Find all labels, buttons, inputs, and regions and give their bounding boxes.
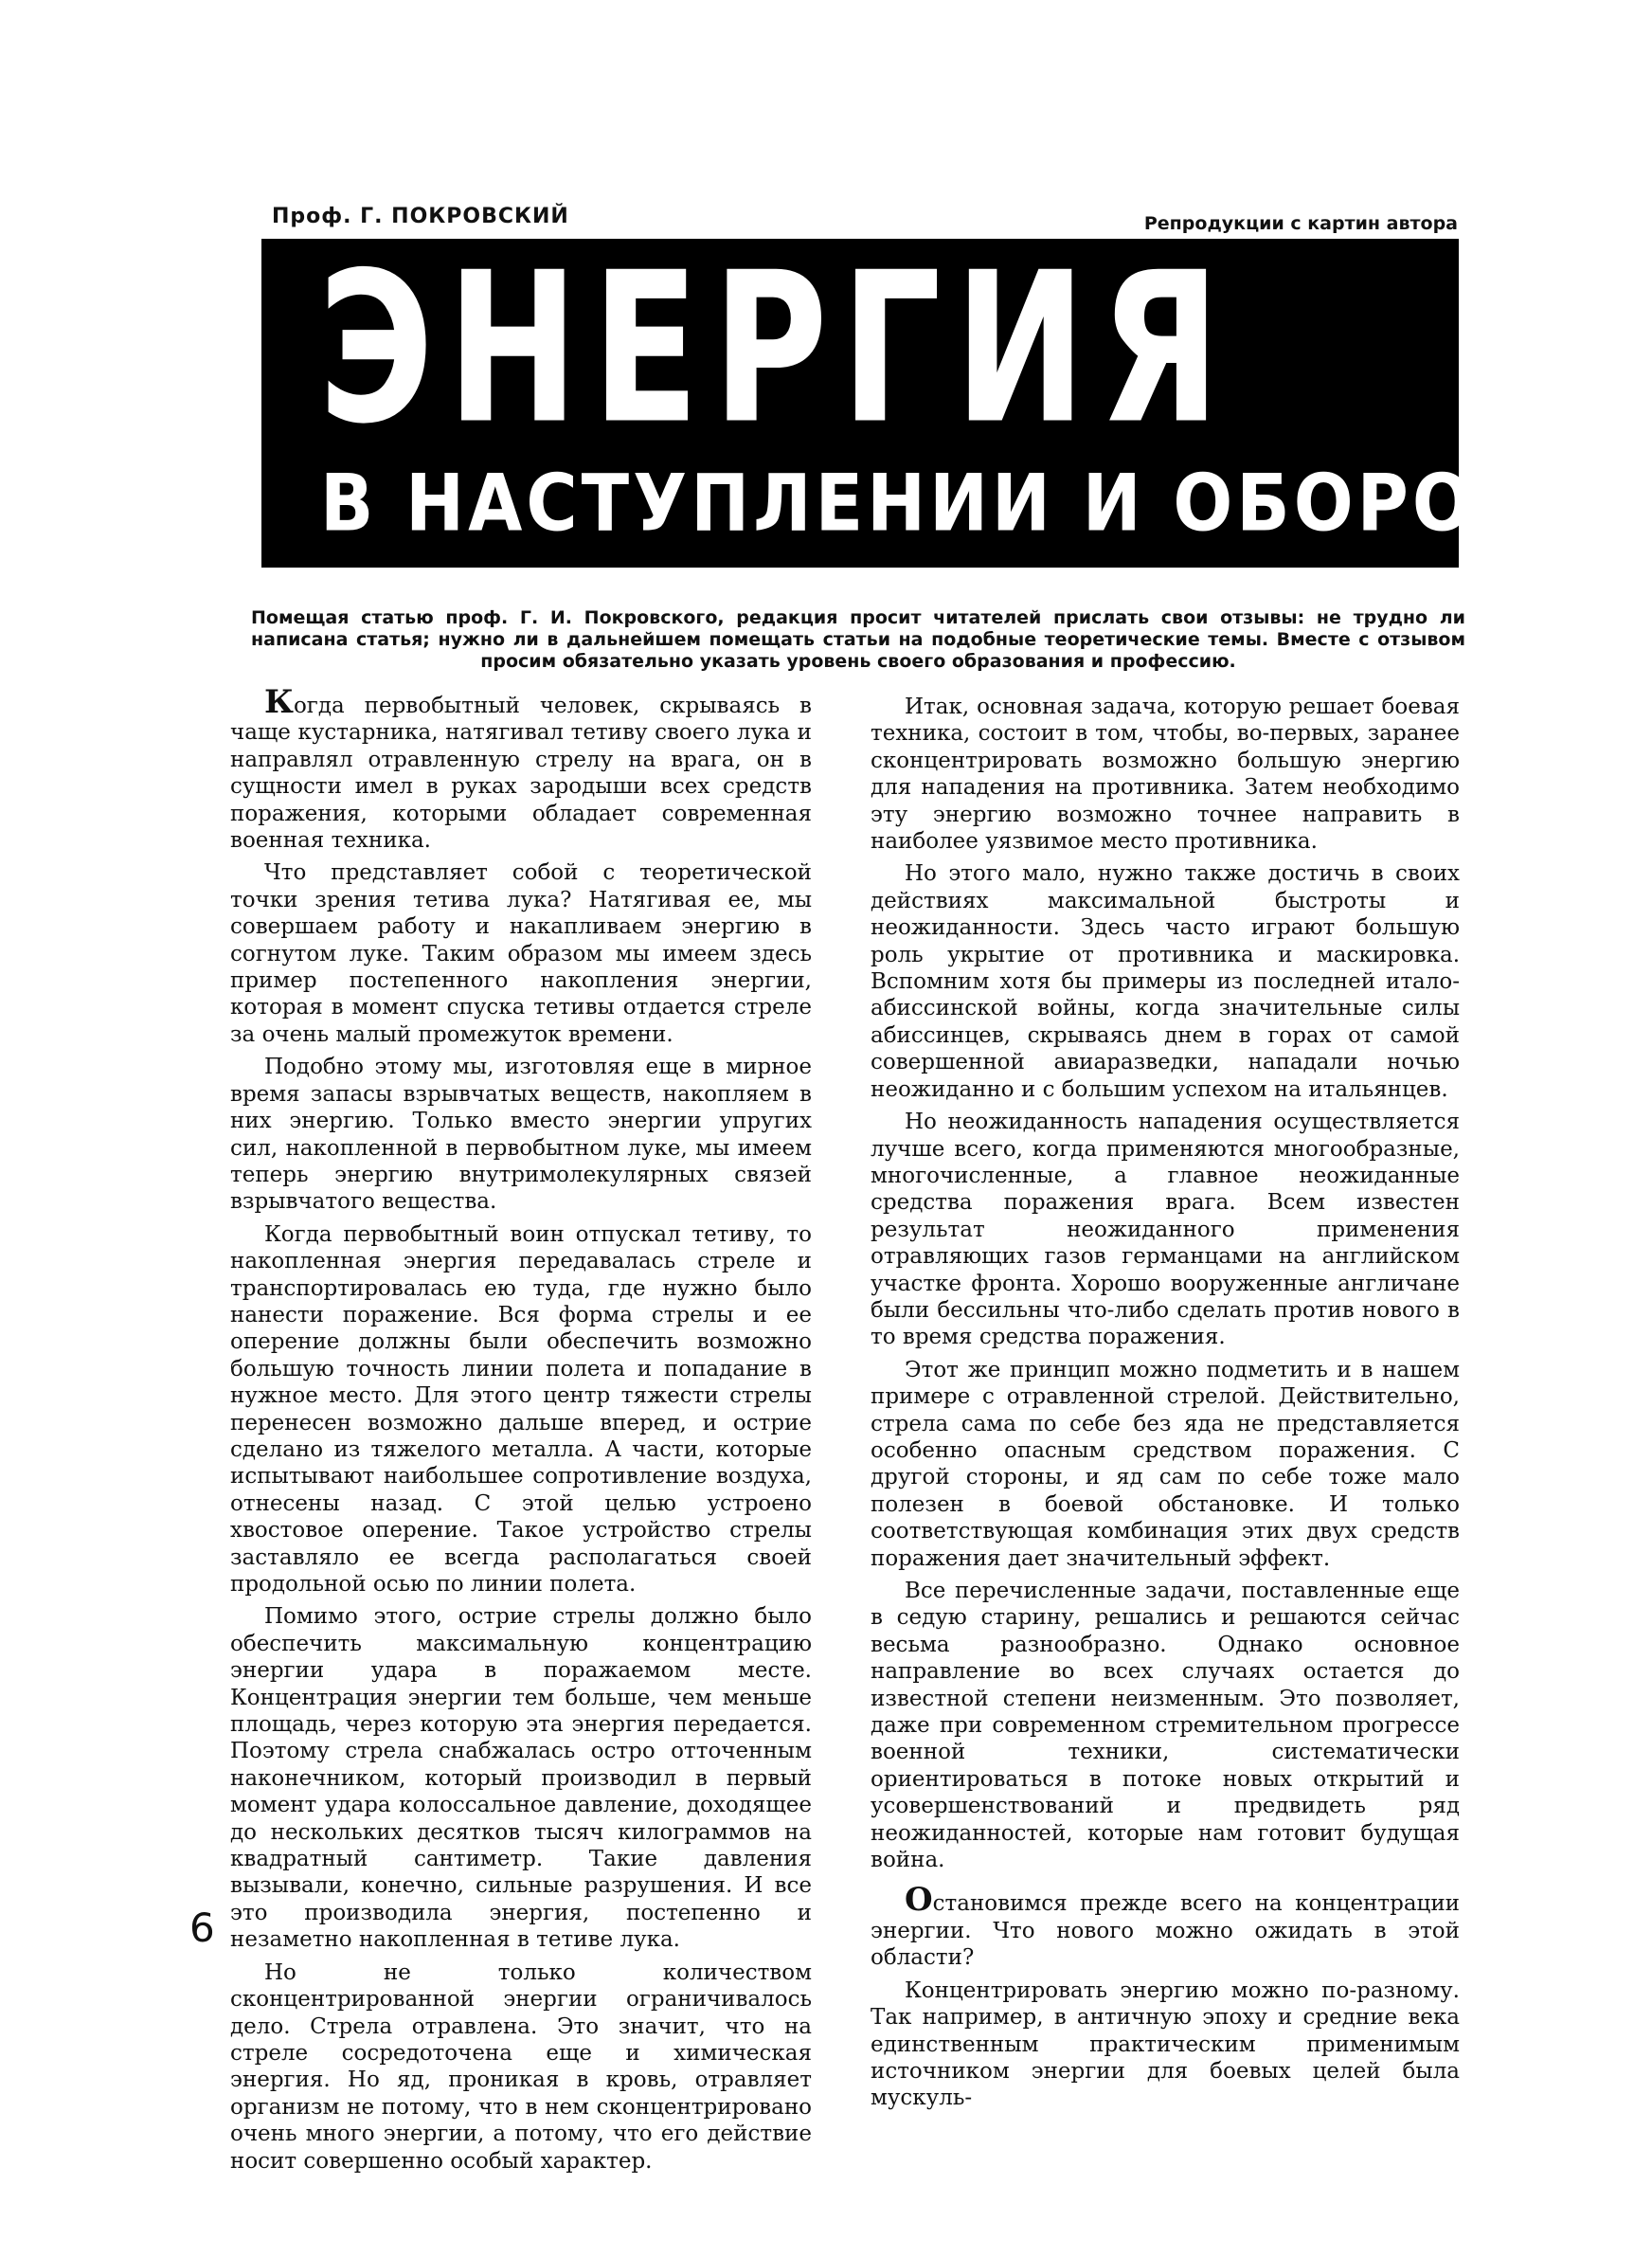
initial-letter: О — [905, 1881, 933, 1920]
paragraph: Когда первобытный воин отпускал тетиву, то накопленная энергия передавалась стреле и транспортировалась ею туда, где нужно было нанести поражение. Вся форма стрелы и ее оперение должны были обеспечить возможно большую точность линии полета и попадание в нужное место. Для этого центр тяжести стрелы перенесен возможно дальше вперед, и острие сделано из тяжелого металла. А части, которые испытывают наибольшее сопротивление воздуха, отнесены назад. С этой целью устроено хвостовое оперение. Такое устройство стрелы заставляло ее всегда располагаться своей продольной осью по линии полета. — [230, 1221, 812, 1597]
paragraph: Итак, основная задача, которую решает боевая техника, состоит в том, чтобы, во-первых, заранее сконцентрировать возможно большую энергию для нападения на противника. Затем необходимо эту энергию возможно точнее направить в наиболее уязвимое место противника. — [871, 695, 1460, 855]
right-column — [871, 694, 1460, 2118]
illustration-credit: Репродукции с картин автора — [1143, 213, 1458, 234]
paragraph: Этот же принцип можно подметить и в нашем примере с отравленной стрелой. Действительно, стрела сама по себе без яда не представляется особенно опасным средством поражения. С другой стороны, и яд сам по себе тоже мало полезен в боевой обстановке. И только соответствующая комбинация этих двух средств поражения дает значительный эффект. — [871, 1357, 1460, 1571]
paragraph: Но этого мало, нужно также достичь в своих действиях максимальной быстроты и неожиданности. Здесь часто играют большую роль укрытие от противника и маскировка. Вспомним хотя бы примеры из последней итало-абиссинской войны, когда значительные силы абиссинцев, скрываясь днем в горах от самой совершенной авиаразведки, нападали ночью неожиданно и с большим успехом на итальянцев. — [871, 861, 1460, 1102]
paragraph-text: огда первобытный человек, скрываясь в чаще кустарника, натягивал тетиву своего лука и направлял отравленную стрелу на врага, он в сущности имел в руках зародыши всех средств поражения, которыми обладает современная военная техника. — [230, 694, 812, 854]
headline: ЭНЕРГИЯ — [318, 228, 1234, 471]
author-byline: Проф. Г. ПОКРОВСКИЙ — [272, 205, 569, 228]
subheadline: В НАСТУПЛЕНИИ И ОБОРОНЕ — [320, 458, 1590, 550]
paragraph: Все перечисленные задачи, поставленные еще в седую старину, решались и решаются сейчас весьма разнообразно. Однако основное направление во всех случаях остается до известной степени неизменным. Это позволяет, даже при современном стремительном прогрессе военной техники, систематически ориентироваться в потоке новых открытий и усовершенствований и предвидеть ряд неожиданностей, которые нам готовит будущая война. — [871, 1579, 1460, 1873]
section-paragraph — [871, 1881, 1460, 1971]
paragraph: Но неожиданность нападения осуществляется лучше всего, когда применяются многообразные, многочисленные, а главное неожиданные средства поражения врага. Всем известен результат неожиданного применения отравляющих газов германцами на английском участке фронта. Хорошо вооруженные англичане были бессильны что-либо сделать против нового в то время средства поражения. — [871, 1110, 1460, 1350]
paragraph: Что представляет собой с теоретической точки зрения тетива лука? Натягивая ее, мы совершаем работу и накапливаем энергию в согнутом луке. Таким образом мы имеем здесь пример постепенного накопления энергии, которая в момент спуска тетивы отдается стреле за очень малый промежуток времени. — [230, 860, 812, 1047]
editorial-note: Помещая статью проф. Г. И. Покровского, редакция просит читателей прислать свои отзывы: не трудно ли написана статья; нужно ли в дальнейшем помещать статьи на подобные теоретические темы. Вместе с отзывом просим обязательно указать уровень своего образования и профессию. — [251, 607, 1465, 672]
paragraph: Но не только количеством сконцентрированной энергии ограничивалось дело. Стрела отравлена. Это значит, что на стреле сосредоточена еще и химическая энергия. Но яд, проникая в кровь, отравляет организм не потому, что в нем сконцентрировано очень много энергии, а потому, что его действие носит совершенно особый характер. — [230, 1959, 812, 2174]
paragraph-text: становимся прежде всего на концентрации энергии. Что нового можно ожидать в этой области? — [871, 1891, 1460, 1971]
paragraph: Концентрировать энергию можно по-разному. Так например, в античную эпоху и средние века единственным практическим применимым источником энергии для боевых целей была мускуль- — [871, 1977, 1460, 2111]
paragraph: Помимо этого, острие стрелы должно было обеспечить максимальную концентрацию энергии удара в поражаемом месте. Концентрация энергии тем больше, чем меньше площадь, через которую эта энергия передается. Поэтому стрела снабжалась остро отточенным наконечником, который производил в первый момент удара колоссальное давление, доходящее до нескольких десятков тысяч килограммов на квадратный сантиметр. Такие давления вызывали, конечно, сильные разрушения. И все это производила энергия, постепенно и незаметно накопленная в тетиве лука. — [230, 1604, 812, 1953]
left-column — [230, 683, 812, 2180]
title-banner — [261, 228, 1590, 568]
paragraph: Подобно этому мы, изготовляя еще в мирное время запасы взрывчатых веществ, накопляем в них энергию. Только вместо энергии упругих сил, накопленной в первобытном луке, мы имеем теперь энергию внутримолекулярных связей взрывчатого вещества. — [230, 1055, 812, 1215]
page-number: 6 — [189, 1905, 215, 1951]
initial-letter: К — [264, 683, 294, 721]
paragraph — [230, 683, 812, 854]
